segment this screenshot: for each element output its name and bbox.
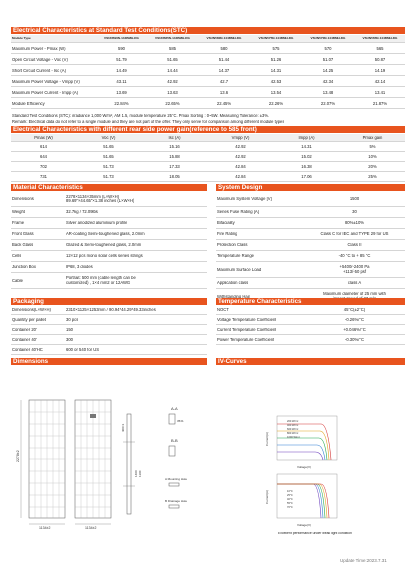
stc-row bbox=[11, 65, 405, 76]
stc-cell: 590 bbox=[118, 46, 125, 51]
system-value: 80%±10% bbox=[344, 221, 365, 225]
material-value: AR-coating Semi-toughened glass, 2.0mm bbox=[66, 232, 145, 236]
system-value: Maximum diameter of 25 mm with bbox=[323, 292, 386, 296]
gain-cell: 20% bbox=[368, 165, 377, 169]
temp-label: Current Temperature Coefficient bbox=[217, 327, 277, 332]
material-row bbox=[11, 273, 207, 289]
temp-row bbox=[216, 335, 405, 345]
spec2-label: 1400 bbox=[134, 470, 138, 477]
legend1-4: 1000 W/m² bbox=[287, 436, 300, 439]
system-label: Maximum Surface Load bbox=[217, 267, 262, 272]
stc-row bbox=[11, 98, 405, 109]
gain-cell: 51.65 bbox=[103, 145, 114, 149]
packaging-label: Quantity per pallet bbox=[12, 317, 46, 322]
material-value: 2278×1134×35mm (L×W×H) 89.69"×44.65"×1.38 inches (L×W×H) bbox=[66, 194, 135, 204]
temp-row bbox=[216, 306, 405, 315]
temp-label: Voltage Temperature Coefficient bbox=[217, 317, 277, 322]
temp-row bbox=[216, 325, 405, 335]
gain-cell: 14.31 bbox=[301, 145, 312, 149]
packaging-table bbox=[11, 306, 207, 355]
stc-note-1: Standard Test Conditions (STC): irradiance 1,000 W/m², AM 1.5, module temperature 25°C. Pmax Sorting : 0~5W. Measuring Tolerance: ±3%. bbox=[12, 114, 270, 118]
packaging-label: Container 40' bbox=[12, 337, 37, 342]
section-bb-label: B-B bbox=[171, 438, 178, 443]
packaging-value: 600 or 540 for US bbox=[66, 347, 100, 352]
temp-value: 45°C(±2°C) bbox=[343, 308, 366, 312]
temp-value: -0.26%/°C bbox=[344, 317, 365, 322]
stc-cell: 22.26% bbox=[268, 101, 284, 106]
system-row bbox=[216, 218, 405, 229]
material-label: Cable bbox=[12, 278, 23, 283]
stc-header-cell: Module Type bbox=[12, 37, 31, 40]
stc-cell: Maximum Power Voltage - Vmpp (V) bbox=[12, 79, 80, 84]
drainage-hole-label: B Drainage Hole bbox=[165, 499, 188, 503]
module-dimension-drawing bbox=[11, 392, 281, 542]
stc-row bbox=[11, 87, 405, 98]
stc-header-cell: VSUN585N-144BMH-DG bbox=[155, 37, 190, 40]
stc-header-cell: VSUN590N-144BMH-DG bbox=[104, 37, 139, 40]
material-value: 32.7kg / 72.09lbs bbox=[66, 210, 98, 214]
packaging-row bbox=[11, 345, 207, 355]
stc-cell: 42.92 bbox=[167, 79, 178, 84]
temp-value: -0.30%/°C bbox=[344, 337, 365, 342]
packaging-label: Container 40'HC bbox=[12, 347, 43, 352]
stc-cell: 13.6 bbox=[219, 90, 229, 95]
spec1-label: 400±1 bbox=[121, 423, 125, 432]
system-label: Withstanding Hail bbox=[217, 294, 250, 299]
stc-cell: 21.87% bbox=[372, 101, 388, 106]
stc-cell: 42.7 bbox=[219, 79, 229, 84]
stc-cell: 570 bbox=[324, 46, 332, 51]
footer-update-time: Update Time:2023.7.31 bbox=[340, 558, 387, 563]
frame-label: 35±1 bbox=[177, 419, 184, 423]
temp-table bbox=[216, 306, 405, 345]
material-row bbox=[11, 240, 207, 251]
legend1-3: 800 W/m² bbox=[287, 432, 299, 435]
system-label: Temperature Range bbox=[217, 254, 255, 258]
material-row bbox=[11, 192, 207, 207]
material-value: IP68, 3 diodes bbox=[66, 265, 93, 269]
temp-label: NOCT bbox=[217, 308, 229, 312]
system-row bbox=[216, 229, 405, 240]
stc-table bbox=[11, 35, 405, 109]
stc-cell: Module Efficiency bbox=[12, 101, 45, 106]
iv-curve-irradiance-chart bbox=[265, 412, 345, 472]
material-label: Weight bbox=[12, 210, 25, 214]
stc-cell: 22.84% bbox=[114, 101, 129, 106]
stc-cell: 580 bbox=[220, 46, 228, 51]
gain-table bbox=[11, 134, 405, 182]
system-row bbox=[216, 207, 405, 218]
dimensions-title-bar: Dimensions bbox=[11, 358, 207, 365]
gain-title-bar: Electrical Characteristics with different rear side power gain(reference to 585 front) bbox=[11, 126, 405, 133]
stc-cell: 585 bbox=[169, 46, 176, 51]
system-label: Protection Class bbox=[217, 243, 248, 247]
gain-cell: 17.33 bbox=[169, 165, 180, 169]
gain-header-cell: Pmax gain bbox=[362, 136, 383, 140]
material-label: Back Glass bbox=[12, 243, 34, 247]
gain-cell: 15.88 bbox=[169, 155, 180, 159]
gain-cell: 614 bbox=[40, 145, 47, 149]
gain-row bbox=[11, 172, 405, 182]
system-value: class A bbox=[347, 281, 362, 285]
gain-row bbox=[11, 162, 405, 172]
stc-cell: 13.54 bbox=[270, 90, 282, 95]
legend2-4: 70°C bbox=[287, 506, 293, 509]
system-label: Bifaciality bbox=[217, 221, 235, 225]
section-aa-label: A-A bbox=[171, 406, 178, 411]
stc-cell: 43.11 bbox=[116, 79, 127, 84]
stc-cell: 51.65 bbox=[167, 57, 178, 62]
stc-header-cell: VSUN570N-144BMH-DG bbox=[310, 37, 346, 40]
gain-cell: 15.16 bbox=[169, 145, 180, 149]
gain-cell: 51.65 bbox=[103, 155, 114, 159]
packaging-value: 150 bbox=[66, 327, 73, 332]
stc-cell: 51.79 bbox=[116, 57, 127, 62]
stc-cell: 22.45% bbox=[216, 101, 232, 106]
packaging-label: Container 20' bbox=[12, 327, 37, 332]
legend2-1: 25°C bbox=[287, 494, 293, 497]
packaging-value: 30 pcs bbox=[66, 317, 79, 322]
back-view bbox=[75, 400, 111, 530]
stc-cell: 14.19 bbox=[374, 68, 386, 73]
gain-cell: 15.02 bbox=[301, 155, 312, 159]
stc-title-bar: Electrical Characteristics at Standard Test Conditions(STC) bbox=[11, 27, 405, 34]
iv-curve-temperature-chart bbox=[265, 470, 345, 530]
stc-cell: 42.53 bbox=[270, 79, 282, 84]
stc-cell: 51.44 bbox=[218, 57, 230, 62]
stc-cell: 22.65% bbox=[165, 101, 180, 106]
gain-header-cell: Isc (A) bbox=[168, 136, 181, 140]
material-value: 12×12 pcs mono solar cells series strings bbox=[66, 254, 143, 258]
gain-cell: 18.05 bbox=[169, 175, 180, 179]
system-value: 1500 bbox=[349, 197, 360, 201]
gain-header-cell: Voc (V) bbox=[101, 136, 116, 140]
stc-cell: 14.25 bbox=[322, 68, 334, 73]
stc-cell: 42.34 bbox=[322, 79, 334, 84]
gain-header-cell: Impp (A) bbox=[298, 136, 315, 140]
stc-note-2: Remark: Electrical data do not refer to a single module and they are not part of the offer. They only serve for comparison among different module types bbox=[12, 120, 285, 124]
stc-cell: 51.07 bbox=[322, 57, 334, 62]
packaging-row bbox=[11, 306, 207, 315]
material-value: Portrait: 500 mm (cable length can be customized) , 1×4 mm2 or 12AWG bbox=[66, 276, 136, 285]
gain-cell: 51.73 bbox=[103, 165, 114, 169]
gain-cell: 644 bbox=[40, 155, 47, 159]
system-table bbox=[216, 192, 405, 305]
material-label: Junction Box bbox=[12, 265, 36, 269]
temp-label: Power Temperature Coefficient bbox=[217, 337, 275, 342]
spec3-label: 1100 bbox=[138, 470, 142, 477]
gain-cell: 42.84 bbox=[235, 175, 246, 179]
packaging-value: 2310×1125×1253mm / 90.94*44.29*49.33inches bbox=[66, 308, 156, 312]
stc-header-cell: VSUN565N-144BMH-DG bbox=[362, 37, 398, 40]
side-profile bbox=[121, 414, 142, 514]
packaging-row bbox=[11, 335, 207, 345]
mounting-hole-label: A Mounting Hole bbox=[165, 477, 188, 481]
material-table bbox=[11, 192, 207, 289]
system-label: Series Fuse Rating [A] bbox=[217, 210, 259, 214]
stc-cell: 13.48 bbox=[322, 90, 334, 95]
material-row bbox=[11, 207, 207, 218]
stc-cell: 14.31 bbox=[270, 68, 282, 73]
curves-title-bar: IV-Curves bbox=[216, 358, 405, 365]
material-label: Cells bbox=[12, 254, 22, 258]
stc-cell: 51.26 bbox=[270, 57, 282, 62]
gain-cell: 16.38 bbox=[301, 165, 312, 169]
gain-cell: 17.06 bbox=[301, 175, 312, 179]
material-row bbox=[11, 218, 207, 229]
system-row bbox=[216, 278, 405, 289]
system-value: 30 bbox=[352, 210, 357, 214]
system-label: Maximum System Voltage [V] bbox=[217, 197, 272, 201]
system-row bbox=[216, 262, 405, 278]
material-row bbox=[11, 262, 207, 273]
gain-cell: 42.92 bbox=[235, 145, 246, 149]
stc-cell: 14.37 bbox=[218, 68, 230, 73]
stc-cell: 565 bbox=[376, 46, 384, 51]
gain-row bbox=[11, 142, 405, 152]
material-label: Dimensions bbox=[12, 197, 34, 201]
stc-cell: Maximum Power Current - Impp (A) bbox=[12, 90, 79, 95]
gain-cell: 5% bbox=[369, 145, 376, 149]
system-label: Application class bbox=[217, 281, 249, 285]
stc-cell: 13.69 bbox=[116, 90, 127, 95]
stc-header-row bbox=[11, 35, 405, 43]
stc-cell: 14.44 bbox=[167, 68, 178, 73]
packaging-title-bar: Packaging bbox=[11, 298, 207, 305]
system-value: +5400/-2400 Pa +113/-50 psf bbox=[339, 265, 370, 274]
chart1-ylabel: Current(A) bbox=[265, 431, 269, 446]
gain-cell: 42.84 bbox=[235, 165, 246, 169]
junction-box bbox=[90, 414, 96, 418]
material-value: Silver anodized aluminium profile bbox=[66, 221, 128, 225]
temp-title-bar: Temperature Characteristics bbox=[216, 298, 405, 305]
packaging-label: Dimensions(L×W×H) bbox=[12, 308, 51, 312]
stc-row bbox=[11, 43, 405, 54]
stc-cell: Maximum Power - Pmax (W) bbox=[12, 46, 66, 51]
packaging-value: 300 bbox=[66, 337, 73, 342]
stc-cell: 14.49 bbox=[116, 68, 127, 73]
stc-cell: 42.14 bbox=[374, 79, 386, 84]
system-value: -40 °C to + 85 °C bbox=[338, 254, 371, 258]
stc-cell: 50.87 bbox=[374, 57, 386, 62]
gain-cell: 51.73 bbox=[103, 175, 114, 179]
gain-header-cell: Pmax (W) bbox=[34, 136, 53, 140]
gain-cell: 25% bbox=[368, 175, 377, 179]
chart2-xlabel: Voltage(V) bbox=[297, 523, 312, 527]
curves-caption: Excellent performance under weak light condition bbox=[278, 532, 352, 535]
stc-cell: 13.63 bbox=[167, 90, 178, 95]
material-row bbox=[11, 251, 207, 262]
width-label-2: 1134±2 bbox=[85, 526, 97, 530]
legend1-2: 600 W/m² bbox=[287, 428, 299, 431]
stc-row bbox=[11, 54, 405, 65]
legend2-0: 10°C bbox=[287, 490, 293, 493]
stc-cell: Short Circuit Current - Isc (A) bbox=[12, 68, 66, 73]
legend2-3: 55°C bbox=[287, 502, 293, 505]
stc-cell: Open Circuit Voltage - Voc (V) bbox=[12, 57, 68, 62]
material-label: Frame bbox=[12, 221, 25, 225]
packaging-row bbox=[11, 325, 207, 335]
legend2-2: 40°C bbox=[287, 498, 293, 501]
gain-cell: 702 bbox=[40, 165, 47, 169]
system-value: Class C for IEC and TYPE 29 for US bbox=[320, 232, 389, 236]
chart2-ylabel: Current(A) bbox=[265, 489, 269, 504]
stc-cell: 13.41 bbox=[374, 90, 386, 95]
system-row bbox=[216, 192, 405, 207]
stc-header-cell: VSUN575N-144BMH-DG bbox=[258, 37, 294, 40]
stc-row bbox=[11, 76, 405, 87]
gain-cell: 42.92 bbox=[235, 155, 246, 159]
detail-sections bbox=[165, 406, 187, 508]
legend1-1: 400 W/m² bbox=[287, 424, 299, 427]
stc-cell: 22.07% bbox=[320, 101, 336, 106]
gain-header-cell: Vmpp (V) bbox=[231, 136, 250, 140]
temp-value: +0.046%/°C bbox=[343, 327, 366, 332]
system-title-bar: System Design bbox=[216, 184, 405, 191]
gain-cell: 731 bbox=[40, 175, 47, 179]
gain-header-row bbox=[11, 134, 405, 142]
material-row bbox=[11, 229, 207, 240]
length-label: 2278±2 bbox=[16, 450, 20, 462]
stc-header-cell: VSUN580N-144BMH-DG bbox=[206, 37, 242, 40]
material-value: Glazed & Semi-toughened glass, 2.0mm bbox=[66, 243, 142, 247]
gain-cell: 10% bbox=[368, 155, 377, 159]
chart1-xlabel: Voltage(V) bbox=[297, 465, 312, 469]
system-label: Fire Rating bbox=[217, 232, 238, 236]
legend1-0: 200 W/m² bbox=[287, 420, 299, 423]
system-row bbox=[216, 240, 405, 251]
front-view bbox=[16, 400, 65, 530]
system-value: Class II bbox=[347, 243, 362, 247]
material-title-bar: Material Characteristics bbox=[11, 184, 207, 191]
system-row bbox=[216, 251, 405, 262]
material-label: Front Glass bbox=[12, 232, 34, 236]
stc-cell: 575 bbox=[272, 46, 280, 51]
packaging-row bbox=[11, 315, 207, 325]
width-label: 1134±2 bbox=[39, 526, 51, 530]
gain-row bbox=[11, 152, 405, 162]
temp-row bbox=[216, 315, 405, 325]
